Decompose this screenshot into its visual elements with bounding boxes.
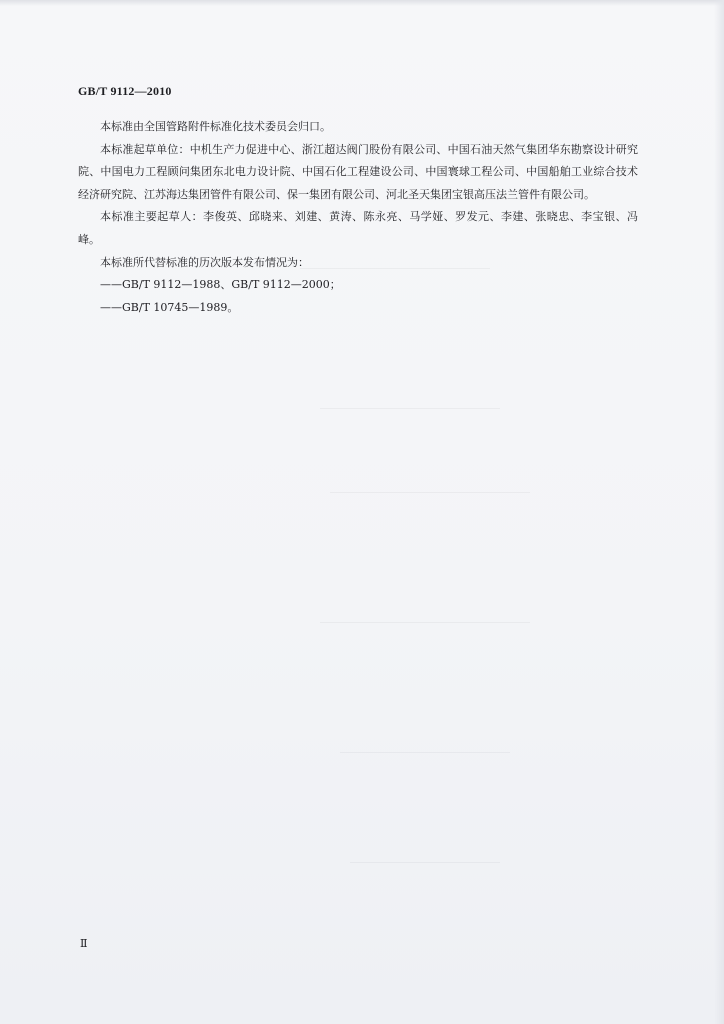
paragraph-responsible-committee: 本标准由全国管路附件标准化技术委员会归口。	[100, 120, 331, 133]
history-item: ——GB/T 9112—1988、GB/T 9112—2000；	[100, 278, 341, 292]
standard-code-header: GB/T 9112—2010	[78, 84, 172, 98]
bleed-through-mark	[320, 408, 500, 409]
paragraph-drafting-units: 本标准起草单位：中机生产力促进中心、浙江超达阀门股份有限公司、中国石油天然气集团华东勘察设计研究院、中国电力工程顾问集团东北电力设计院、中国石化工程建设公司、中国寰球工程公司、中国船舶工业综合技术经济研究院、江苏海达集团管件有限公司、保一集团有限公司、河北圣天集团宝银高压法兰管件有限公司。	[78, 142, 638, 201]
paragraph-version-history-intro: 本标准所代替标准的历次版本发布情况为：	[100, 255, 309, 269]
bleed-through-mark	[330, 492, 530, 493]
paragraph-main-drafters: 本标准主要起草人：李俊英、邱晓来、刘建、黄涛、陈永亮、马学娅、罗发元、李建、张晓忠、李宝银、冯峰。	[78, 210, 638, 246]
page-number: Ⅱ	[80, 938, 88, 950]
foreword-body	[78, 116, 638, 319]
bleed-through-mark	[340, 752, 510, 753]
bleed-through-mark	[350, 862, 500, 863]
bleed-through-mark	[320, 622, 530, 623]
scan-edge-top	[0, 0, 724, 6]
history-item: ——GB/T 10745—1989。	[100, 300, 239, 314]
scan-edge-right	[714, 0, 724, 1024]
